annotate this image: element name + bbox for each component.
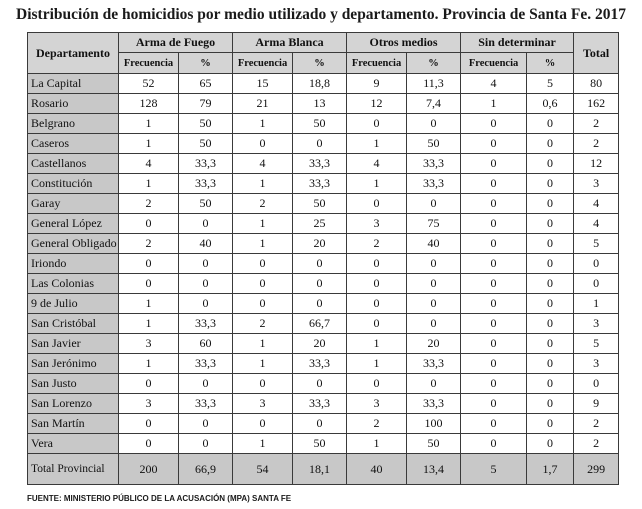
table-body [28,74,619,485]
cell-otros-medios-percent: 0 [407,114,461,134]
cell-otros-medios-percent: 7,4 [407,94,461,114]
cell-arma-blanca-percent: 0 [293,374,347,394]
cell-departamento: Garay [28,194,119,214]
cell-total-arma-fuego-percent: 66,9 [179,454,233,485]
cell-departamento: Caseros [28,134,119,154]
cell-otros-medios-percent: 33,3 [407,354,461,374]
cell-arma-fuego-percent: 79 [179,94,233,114]
cell-sin-determinar-percent: 0 [527,214,574,234]
subheader-frecuencia: Frecuencia [119,53,179,74]
cell-departamento: Las Colonias [28,274,119,294]
cell-sin-determinar-frecuencia: 0 [461,414,527,434]
cell-departamento: Castellanos [28,154,119,174]
cell-arma-fuego-frecuencia: 128 [119,94,179,114]
cell-departamento: Vera [28,434,119,454]
cell-total: 5 [574,234,619,254]
cell-total: 2 [574,414,619,434]
cell-arma-blanca-frecuencia: 2 [233,314,293,334]
cell-total: 0 [574,374,619,394]
subheader-percent: % [527,53,574,74]
cell-arma-blanca-frecuencia: 0 [233,254,293,274]
cell-sin-determinar-percent: 0 [527,394,574,414]
cell-arma-fuego-frecuencia: 52 [119,74,179,94]
cell-total-arma-fuego-frecuencia: 200 [119,454,179,485]
cell-otros-medios-frecuencia: 1 [347,434,407,454]
cell-otros-medios-percent: 50 [407,434,461,454]
cell-arma-blanca-frecuencia: 1 [233,114,293,134]
cell-total: 2 [574,434,619,454]
cell-arma-blanca-frecuencia: 21 [233,94,293,114]
cell-total: 162 [574,94,619,114]
cell-departamento: La Capital [28,74,119,94]
cell-arma-fuego-frecuencia: 3 [119,334,179,354]
cell-total: 0 [574,254,619,274]
cell-departamento: Constitución [28,174,119,194]
cell-sin-determinar-percent: 0 [527,334,574,354]
table-row [28,294,619,314]
cell-sin-determinar-frecuencia: 0 [461,434,527,454]
table-row [28,314,619,334]
cell-arma-fuego-percent: 0 [179,374,233,394]
cell-otros-medios-percent: 20 [407,334,461,354]
cell-otros-medios-frecuencia: 0 [347,274,407,294]
cell-arma-blanca-frecuencia: 1 [233,334,293,354]
cell-otros-medios-frecuencia: 2 [347,414,407,434]
cell-arma-fuego-frecuencia: 0 [119,274,179,294]
cell-sin-determinar-percent: 5 [527,74,574,94]
header-total: Total [574,33,619,74]
table-row [28,194,619,214]
cell-arma-blanca-frecuencia: 2 [233,194,293,214]
cell-total: 12 [574,154,619,174]
cell-otros-medios-percent: 33,3 [407,394,461,414]
cell-otros-medios-percent: 0 [407,374,461,394]
cell-sin-determinar-frecuencia: 0 [461,134,527,154]
subheader-frecuencia: Frecuencia [347,53,407,74]
cell-arma-blanca-frecuencia: 1 [233,354,293,374]
header-group-arma-fuego: Arma de Fuego [119,33,233,53]
table-row [28,414,619,434]
cell-sin-determinar-percent: 0 [527,154,574,174]
table-row [28,374,619,394]
cell-arma-blanca-percent: 0 [293,254,347,274]
cell-total-arma-blanca-percent: 18,1 [293,454,347,485]
cell-otros-medios-frecuencia: 1 [347,174,407,194]
cell-otros-medios-frecuencia: 3 [347,214,407,234]
table-title: Distribución de homicidios por medio utilizado y departamento. Provincia de Santa Fe. 2017 [16,6,626,23]
cell-arma-blanca-percent: 0 [293,414,347,434]
cell-arma-blanca-frecuencia: 0 [233,374,293,394]
cell-total: 1 [574,294,619,314]
cell-otros-medios-percent: 0 [407,274,461,294]
subheader-percent: % [179,53,233,74]
cell-sin-determinar-percent: 0 [527,274,574,294]
cell-arma-blanca-percent: 33,3 [293,154,347,174]
cell-arma-fuego-percent: 50 [179,194,233,214]
cell-total: 3 [574,174,619,194]
cell-sin-determinar-frecuencia: 0 [461,354,527,374]
cell-departamento: San Martín [28,414,119,434]
cell-otros-medios-frecuencia: 0 [347,114,407,134]
cell-arma-blanca-percent: 13 [293,94,347,114]
cell-otros-medios-frecuencia: 9 [347,74,407,94]
cell-arma-blanca-frecuencia: 4 [233,154,293,174]
cell-arma-fuego-percent: 0 [179,414,233,434]
cell-arma-blanca-percent: 18,8 [293,74,347,94]
cell-arma-fuego-frecuencia: 0 [119,414,179,434]
cell-sin-determinar-frecuencia: 0 [461,114,527,134]
cell-total-provincial-label: Total Provincial [28,454,119,485]
cell-otros-medios-frecuencia: 0 [347,294,407,314]
table-row [28,234,619,254]
cell-arma-fuego-percent: 50 [179,114,233,134]
cell-otros-medios-frecuencia: 1 [347,134,407,154]
cell-arma-blanca-frecuencia: 1 [233,434,293,454]
cell-total: 3 [574,354,619,374]
cell-arma-blanca-percent: 20 [293,234,347,254]
cell-otros-medios-frecuencia: 3 [347,394,407,414]
table-row [28,254,619,274]
cell-sin-determinar-frecuencia: 0 [461,154,527,174]
cell-total-sin-determinar-frecuencia: 5 [461,454,527,485]
table-row [28,134,619,154]
header-departamento: Departamento [28,33,119,74]
cell-otros-medios-percent: 33,3 [407,154,461,174]
cell-sin-determinar-frecuencia: 0 [461,314,527,334]
cell-arma-blanca-percent: 50 [293,434,347,454]
cell-total-total: 299 [574,454,619,485]
cell-otros-medios-percent: 0 [407,254,461,274]
cell-otros-medios-percent: 40 [407,234,461,254]
cell-arma-blanca-percent: 20 [293,334,347,354]
cell-sin-determinar-frecuencia: 0 [461,194,527,214]
cell-sin-determinar-percent: 0 [527,234,574,254]
cell-sin-determinar-percent: 0 [527,114,574,134]
cell-total-arma-blanca-frecuencia: 54 [233,454,293,485]
cell-arma-blanca-frecuencia: 0 [233,414,293,434]
cell-arma-fuego-frecuencia: 0 [119,374,179,394]
cell-arma-blanca-percent: 50 [293,194,347,214]
cell-arma-fuego-percent: 0 [179,274,233,294]
cell-total: 3 [574,314,619,334]
cell-otros-medios-frecuencia: 1 [347,334,407,354]
cell-departamento: General López [28,214,119,234]
cell-otros-medios-percent: 0 [407,294,461,314]
cell-arma-blanca-percent: 33,3 [293,394,347,414]
cell-sin-determinar-percent: 0 [527,294,574,314]
cell-departamento: Iriondo [28,254,119,274]
cell-arma-blanca-percent: 50 [293,114,347,134]
subheader-frecuencia: Frecuencia [233,53,293,74]
cell-arma-fuego-frecuencia: 2 [119,194,179,214]
cell-arma-fuego-percent: 40 [179,234,233,254]
cell-total-sin-determinar-percent: 1,7 [527,454,574,485]
cell-arma-blanca-percent: 0 [293,294,347,314]
cell-sin-determinar-percent: 0 [527,314,574,334]
cell-arma-fuego-percent: 33,3 [179,174,233,194]
cell-arma-blanca-percent: 0 [293,134,347,154]
table-row [28,114,619,134]
cell-total: 4 [574,194,619,214]
cell-sin-determinar-frecuencia: 0 [461,214,527,234]
subheader-frecuencia: Frecuencia [461,53,527,74]
header-group-sin-determinar: Sin determinar [461,33,574,53]
cell-arma-fuego-percent: 0 [179,294,233,314]
cell-arma-fuego-frecuencia: 2 [119,234,179,254]
cell-arma-fuego-frecuencia: 1 [119,174,179,194]
cell-departamento: San Cristóbal [28,314,119,334]
cell-arma-fuego-percent: 0 [179,254,233,274]
table-row [28,274,619,294]
cell-arma-blanca-frecuencia: 3 [233,394,293,414]
cell-departamento: San Javier [28,334,119,354]
table-row [28,434,619,454]
header-group-otros-medios: Otros medios [347,33,461,53]
cell-sin-determinar-percent: 0 [527,354,574,374]
cell-arma-fuego-percent: 0 [179,434,233,454]
cell-total: 80 [574,74,619,94]
cell-sin-determinar-frecuencia: 0 [461,274,527,294]
cell-arma-fuego-frecuencia: 1 [119,314,179,334]
cell-arma-blanca-frecuencia: 15 [233,74,293,94]
table-row [28,94,619,114]
table-row [28,174,619,194]
cell-arma-fuego-frecuencia: 1 [119,294,179,314]
cell-total-otros-medios-percent: 13,4 [407,454,461,485]
cell-departamento: San Justo [28,374,119,394]
cell-otros-medios-frecuencia: 0 [347,254,407,274]
cell-arma-fuego-frecuencia: 1 [119,354,179,374]
total-row [28,454,619,485]
cell-sin-determinar-percent: 0 [527,194,574,214]
source-note: FUENTE: MINISTERIO PÚBLICO DE LA ACUSACIÓN (MPA) SANTA FE [27,494,292,503]
subheader-percent: % [407,53,461,74]
cell-arma-fuego-percent: 33,3 [179,314,233,334]
table-row [28,334,619,354]
table-row [28,74,619,94]
cell-arma-blanca-frecuencia: 0 [233,134,293,154]
table-row [28,214,619,234]
cell-sin-determinar-percent: 0 [527,434,574,454]
cell-otros-medios-frecuencia: 0 [347,314,407,334]
cell-arma-fuego-percent: 0 [179,214,233,234]
homicides-table [27,32,619,485]
cell-arma-fuego-percent: 60 [179,334,233,354]
cell-arma-blanca-percent: 0 [293,274,347,294]
cell-otros-medios-frecuencia: 1 [347,354,407,374]
cell-arma-blanca-frecuencia: 1 [233,174,293,194]
cell-otros-medios-frecuencia: 4 [347,154,407,174]
cell-sin-determinar-percent: 0,6 [527,94,574,114]
cell-departamento: General Obligado [28,234,119,254]
cell-arma-fuego-frecuencia: 4 [119,154,179,174]
cell-otros-medios-percent: 100 [407,414,461,434]
cell-otros-medios-percent: 0 [407,194,461,214]
cell-arma-fuego-percent: 33,3 [179,154,233,174]
cell-otros-medios-frecuencia: 0 [347,194,407,214]
cell-otros-medios-frecuencia: 12 [347,94,407,114]
cell-arma-blanca-frecuencia: 0 [233,294,293,314]
cell-arma-blanca-percent: 66,7 [293,314,347,334]
cell-sin-determinar-frecuencia: 0 [461,294,527,314]
cell-arma-fuego-frecuencia: 0 [119,434,179,454]
table-row [28,154,619,174]
cell-sin-determinar-percent: 0 [527,134,574,154]
cell-departamento: San Lorenzo [28,394,119,414]
cell-total: 4 [574,214,619,234]
cell-arma-fuego-frecuencia: 0 [119,214,179,234]
table-row [28,394,619,414]
cell-total-otros-medios-frecuencia: 40 [347,454,407,485]
cell-otros-medios-frecuencia: 2 [347,234,407,254]
cell-departamento: Rosario [28,94,119,114]
cell-total: 0 [574,274,619,294]
cell-sin-determinar-frecuencia: 4 [461,74,527,94]
cell-arma-blanca-frecuencia: 1 [233,214,293,234]
cell-sin-determinar-frecuencia: 0 [461,254,527,274]
cell-total: 9 [574,394,619,414]
cell-otros-medios-percent: 33,3 [407,174,461,194]
cell-arma-fuego-percent: 33,3 [179,354,233,374]
cell-arma-fuego-percent: 50 [179,134,233,154]
cell-departamento: Belgrano [28,114,119,134]
cell-arma-blanca-percent: 33,3 [293,354,347,374]
cell-sin-determinar-frecuencia: 0 [461,374,527,394]
cell-departamento: 9 de Julio [28,294,119,314]
cell-arma-blanca-percent: 33,3 [293,174,347,194]
cell-otros-medios-percent: 0 [407,314,461,334]
table-row [28,354,619,374]
cell-otros-medios-frecuencia: 0 [347,374,407,394]
cell-sin-determinar-frecuencia: 0 [461,334,527,354]
cell-arma-blanca-frecuencia: 0 [233,274,293,294]
cell-total: 2 [574,114,619,134]
cell-arma-fuego-percent: 33,3 [179,394,233,414]
cell-arma-blanca-frecuencia: 1 [233,234,293,254]
cell-otros-medios-percent: 50 [407,134,461,154]
cell-sin-determinar-frecuencia: 0 [461,174,527,194]
cell-sin-determinar-percent: 0 [527,174,574,194]
cell-sin-determinar-frecuencia: 1 [461,94,527,114]
cell-otros-medios-percent: 11,3 [407,74,461,94]
cell-arma-fuego-frecuencia: 3 [119,394,179,414]
cell-arma-fuego-percent: 65 [179,74,233,94]
cell-otros-medios-percent: 75 [407,214,461,234]
cell-departamento: San Jerónimo [28,354,119,374]
cell-arma-blanca-percent: 25 [293,214,347,234]
cell-sin-determinar-percent: 0 [527,414,574,434]
cell-total: 2 [574,134,619,154]
cell-total: 5 [574,334,619,354]
cell-sin-determinar-frecuencia: 0 [461,234,527,254]
subheader-percent: % [293,53,347,74]
cell-sin-determinar-percent: 0 [527,254,574,274]
cell-sin-determinar-percent: 0 [527,374,574,394]
cell-sin-determinar-frecuencia: 0 [461,394,527,414]
header-group-arma-blanca: Arma Blanca [233,33,347,53]
cell-arma-fuego-frecuencia: 0 [119,254,179,274]
cell-arma-fuego-frecuencia: 1 [119,114,179,134]
cell-arma-fuego-frecuencia: 1 [119,134,179,154]
